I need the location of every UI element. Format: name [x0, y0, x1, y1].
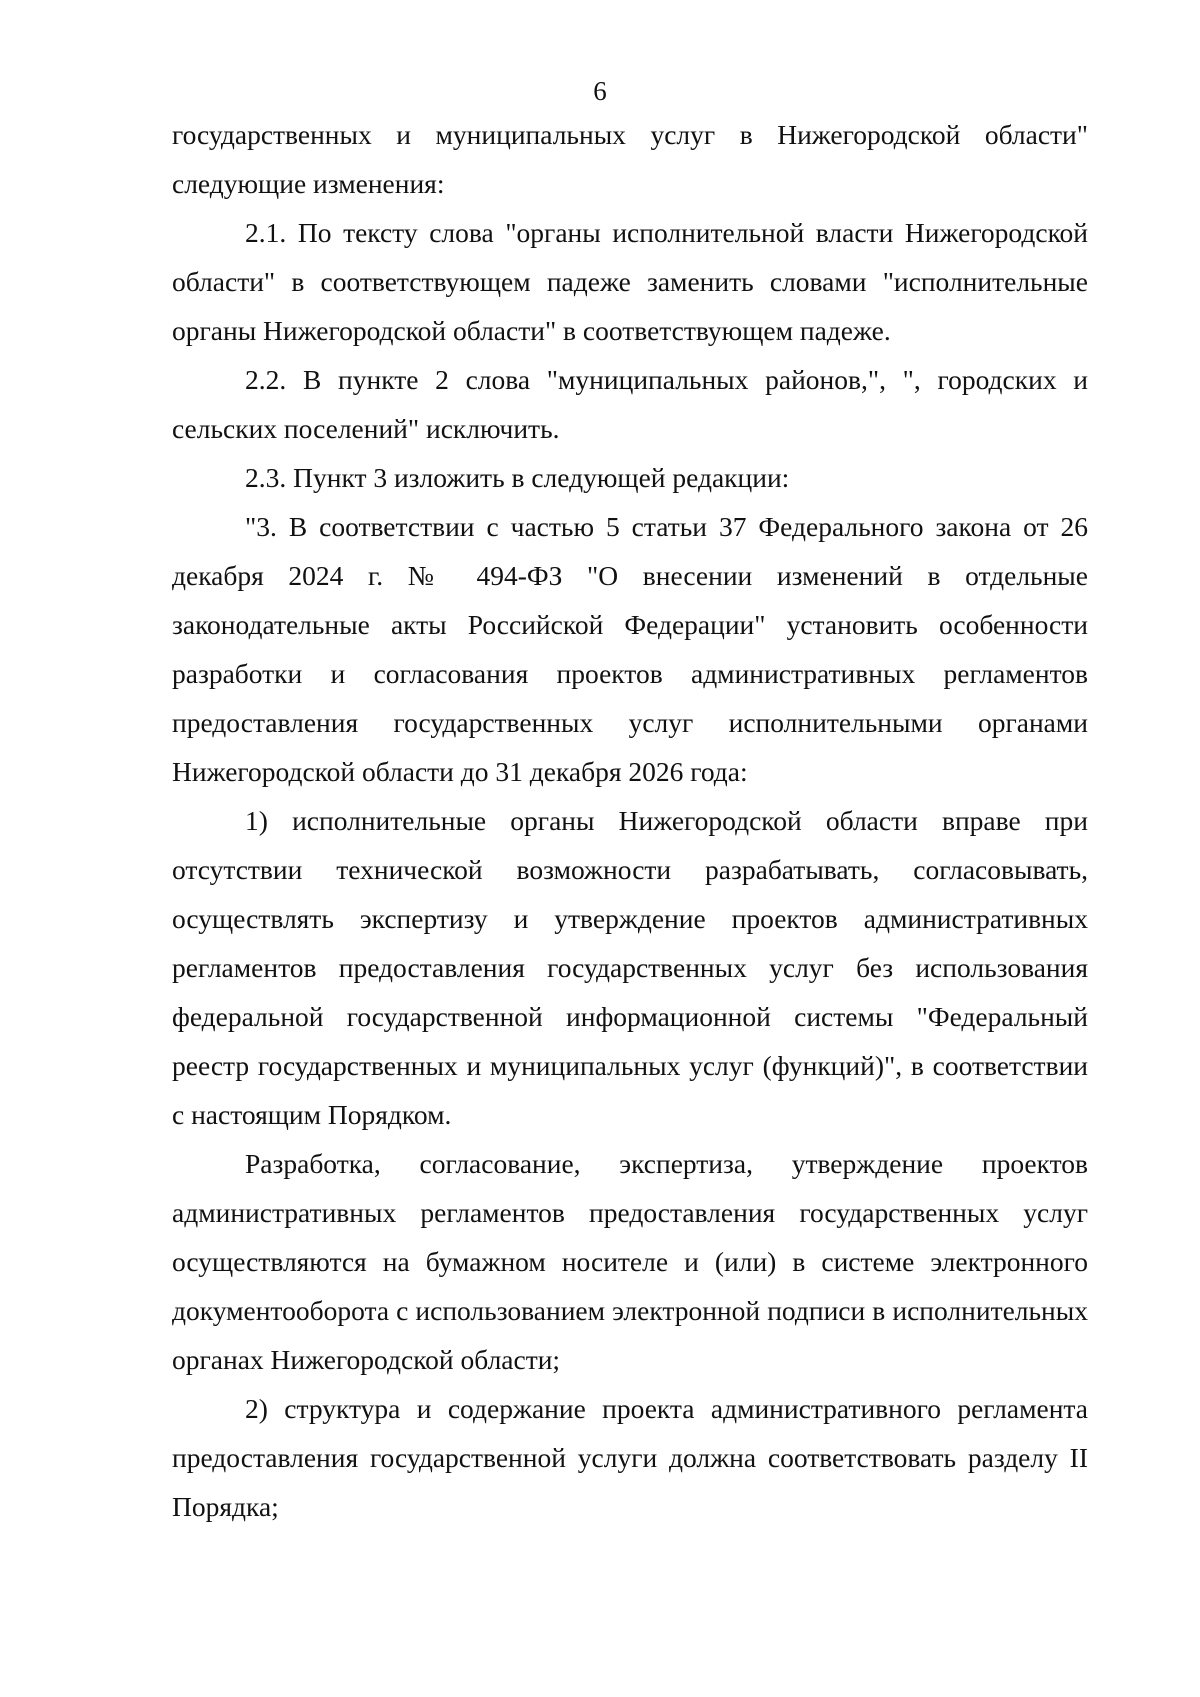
paragraph-intro: государственных и муниципальных услуг в Нижегородской области" следующие изменения: [172, 119, 1088, 199]
paragraph-subpoint-1: 1) исполнительные органы Нижегородской области вправе при отсутствии технической возможности разрабатывать, согласовывать, осуществлять экспертизу и утверждение проектов административных регламентов предоставления государственных услуг без использования федеральной государственной информационной системы "Федеральный реестр государственных и муниципальных услуг (функций)", в соответствии с настоящим Порядком. [172, 805, 1088, 1130]
paragraph-point-3: "3. В соответствии с частью 5 статьи 37 Федерального закона от 26 декабря 2024 г. № 494-ФЗ "О внесении изменений в отдельные законодательные акты Российской Федерации" установить особенности разработки и согласования проектов административных регламентов предоставления государственных услуг исполнительными органами Нижегородской области до 31 декабря 2026 года: [172, 511, 1088, 787]
paragraph-subpoint-2: 2) структура и содержание проекта административного регламента предоставления государственной услуги должна соответствовать разделу II Порядка; [172, 1393, 1088, 1522]
paragraph-2-3: 2.3. Пункт 3 изложить в следующей редакции: [245, 462, 790, 493]
paragraph-2-2: 2.2. В пункте 2 слова "муниципальных районов,", ", городских и сельских поселений" исключить. [172, 364, 1088, 444]
paragraph-2-1: 2.1. По тексту слова "органы исполнительной власти Нижегородской области" в соответствующем падеже заменить словами "исполнительные органы Нижегородской области" в соответствующем падеже. [172, 217, 1088, 346]
paragraph-development-procedure: Разработка, согласование, экспертиза, утверждение проектов административных регламентов предоставления государственных услуг осуществляются на бумажном носителе и (или) в системе электронного документооборота с использованием электронной подписи в исполнительных органах Нижегородской области; [172, 1148, 1088, 1375]
document-body [172, 110, 1088, 1531]
page-number: 6 [593, 76, 607, 106]
